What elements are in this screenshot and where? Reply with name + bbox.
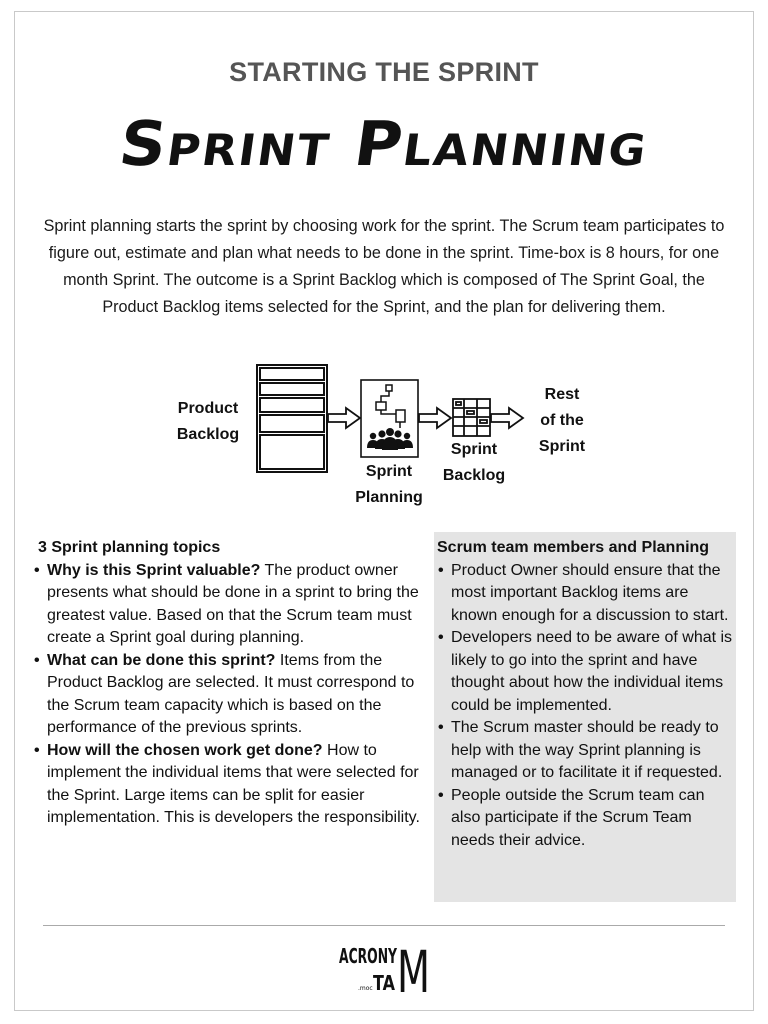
arrow-right-icon [491,408,523,428]
section-title: STARTING THE SPRINT [229,57,539,87]
list-item: • Why is this Sprint valuable? The product owner presents what should be done in a sprint to bring the greatest value. Based on that the Scrum team must create a Sprint goal during planning. [30,560,422,650]
svg-text:.moc: .moc [358,985,373,992]
team-members-heading: Scrum team members and Planning [437,539,710,556]
sprint-planning-label: Sprint Planning [355,463,423,506]
sprint-backlog-grid-icon [453,399,490,436]
list-item: • Developers need to be aware of what is likely to go into the sprint and have thought about how the individual items could be implemented. [434,627,736,717]
team-members-list [434,560,736,853]
arrow-right-icon [419,408,451,428]
planning-flowchart-team-icon [361,380,418,457]
svg-text:M: M [397,938,430,994]
product-backlog-stack-icon [257,365,327,472]
list-item: • The Scrum master should be ready to help with the way Sprint planning is managed or to facilitate it if requested. [434,717,736,785]
list-item: • People outside the Scrum team can also participate if the Scrum Team needs their advice. [434,785,736,853]
svg-text:TA: TA [373,971,396,994]
rest-of-sprint-label: Rest of the Sprint [538,386,586,455]
list-item: • Product Owner should ensure that the most important Backlog items are known enough for a discussion to start. [434,560,736,628]
list-item: • How will the chosen work get done? How to implement the individual items that were selected for the Sprint. Large items can be split for easier implementation. This is developers the responsibility. [30,740,422,830]
sprint-backlog-label: Sprint Backlog [442,441,506,484]
logo-graphic [338,938,432,994]
product-backlog-label: Product Backlog [176,400,240,443]
planning-topics-list [30,560,422,830]
arrow-right-icon [328,408,360,428]
list-item: • What can be done this sprint? Items from the Product Backlog are selected. It must correspond to the Scrum team capacity which is based on the performance of the previous sprints. [30,650,422,740]
team-members-section [434,537,736,852]
acronymat-logo [338,938,432,994]
footer-divider [43,925,725,926]
planning-topics-section [30,537,422,830]
intro-paragraph: Sprint planning starts the sprint by choosing work for the sprint. The Scrum team participates to figure out, estimate and plan what needs to be done in the sprint. Time-box is 8 hours, for one month Sprint. The outcome is a Sprint Backlog which is composed of The Sprint Goal, the Product Backlog items selected for the Sprint, and the plan for delivering them. [43,217,725,316]
svg-text:ACRONY: ACRONY [339,944,398,968]
page-title: Sprint Planning [114,109,654,181]
planning-topics-heading: 3 Sprint planning topics [38,539,221,556]
